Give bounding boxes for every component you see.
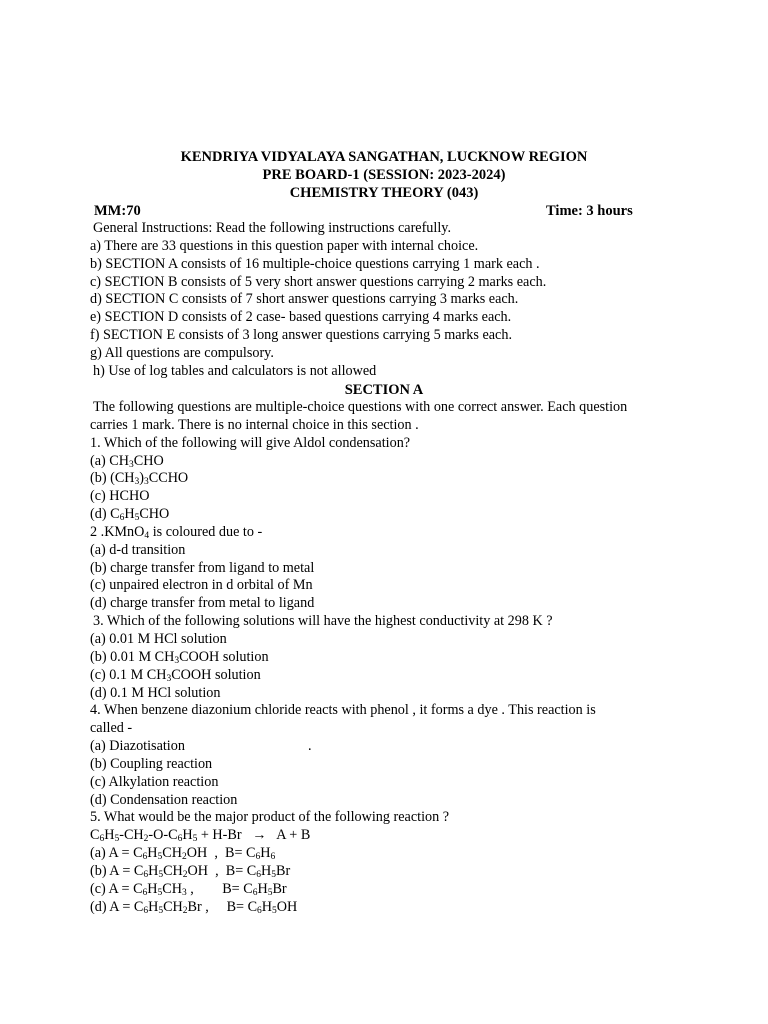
q5-option-c: (c) $A = C_6H_5CH_3$ , $B= C_6H_5Br$: [90, 880, 287, 898]
question-5: 5. What would be the major product of the following reaction ?: [90, 809, 450, 826]
exam-time: Time: 3 hours: [546, 203, 633, 219]
question-3: 3. Which of the following solutions will have the highest conductivity at 298 K ?: [93, 613, 553, 630]
instruction-item: e) SECTION D consists of 2 case- based questions carrying 4 marks each.: [90, 309, 512, 326]
q2-option-d: (d) charge transfer from metal to ligand: [90, 595, 315, 612]
q4-option-c: (c) Alkylation reaction: [90, 773, 219, 790]
instruction-item: f) SECTION E consists of 3 long answer questions carrying 5 marks each.: [90, 327, 512, 344]
instruction-item: b) SECTION A consists of 16 multiple-choice questions carrying 1 mark each .: [90, 255, 540, 272]
instructions-heading: General Instructions: Read the following instructions carefully.: [93, 220, 452, 236]
question-4: 4. When benzene diazonium chloride reacts with phenol , it forms a dye . This reaction is: [90, 702, 596, 719]
question-4-cont: called -: [90, 720, 133, 737]
instruction-item: c) SECTION B consists of 5 very short answer questions carrying 2 marks each.: [90, 273, 547, 290]
exam-title: PRE BOARD-1 (SESSION: 2023-2024): [262, 167, 506, 183]
q3-option-d: (d) 0.1 M HCl solution: [90, 684, 221, 701]
q1-option-c: (c) HCHO: [90, 488, 150, 505]
paper-title: CHEMISTRY THEORY (043): [289, 185, 479, 201]
q4-option-d: (d) Condensation reaction: [90, 791, 238, 808]
q1-option-d: (d) $C_6H_5CHO$: [90, 506, 170, 524]
instruction-item: g) All questions are compulsory.: [90, 344, 274, 361]
q2-option-c: (c) unpaired electron in d orbital of Mn: [90, 577, 313, 594]
q3-option-a: (a) 0.01 M HCl solution: [90, 630, 227, 647]
section-a-body: [90, 399, 690, 916]
q3-option-b: (b) 0.01 M $CH_3COOH$ solution: [90, 648, 269, 666]
section-intro: carries 1 mark. There is no internal choice in this section .: [90, 416, 419, 433]
q5-option-d: (d) $A = C_6H_5CH_2Br$ , $B= C_6H_5OH$: [90, 898, 298, 916]
q1-option-b: (b) $(CH_3)_3CCHO$: [90, 470, 189, 488]
question-1: 1. Which of the following will give Aldol condensation?: [90, 434, 411, 451]
instructions: [90, 220, 690, 381]
max-marks: MM:70: [94, 203, 141, 219]
q4-option-b: (b) Coupling reaction: [90, 755, 213, 772]
q5-option-a: (a) $A = C_6H_5CH_2OH$ , $B= C_6H_6$: [90, 845, 276, 863]
section-a-title: SECTION A: [344, 382, 424, 398]
q4-option-a: (a) Diazotisation .: [90, 738, 312, 755]
q2-option-b: (b) charge transfer from ligand to metal: [90, 559, 315, 576]
instruction-item: a) There are 33 questions in this question paper with internal choice.: [90, 237, 479, 254]
q1-option-a: (a) $CH_3CHO$: [90, 452, 164, 470]
instruction-item: d) SECTION C consists of 7 short answer questions carrying 3 marks each.: [90, 291, 519, 308]
instruction-item: h) Use of log tables and calculators is not allowed: [93, 362, 377, 379]
section-intro: The following questions are multiple-choice questions with one correct answer. Each question: [93, 399, 628, 415]
q2-option-a: (a) d-d transition: [90, 541, 186, 558]
q5-option-b: (b) $A = C_6H_5CH_2OH$ , $B= C_6H_5Br$: [90, 862, 291, 880]
org-title: KENDRIYA VIDYALAYA SANGATHAN, LUCKNOW REGION: [180, 149, 588, 165]
q3-option-c: (c) 0.1 M $CH_3COOH$ solution: [90, 666, 261, 684]
q5-reaction: $C_6H_5-CH_2-O-C_6H_5 + H-Br \to A + B$: [90, 827, 311, 845]
question-2: 2 .KMnO$_4$ is coloured due to -: [90, 523, 263, 541]
